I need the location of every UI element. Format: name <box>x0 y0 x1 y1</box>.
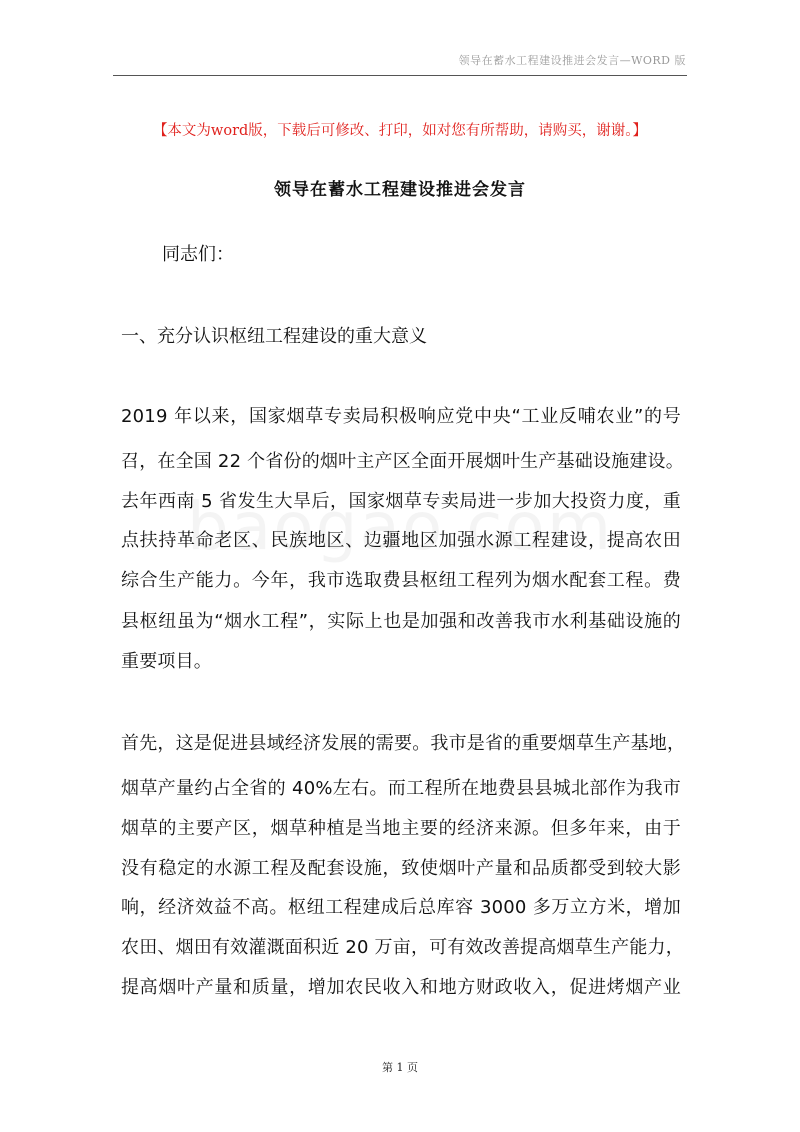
paragraph-line: 烟草产量约占全省的 40%左右。而工程所在地费县县城北部作为我市 <box>121 778 681 799</box>
salutation: 同志们： <box>162 244 234 265</box>
paragraph-line: 农田、烟田有效灌溉面积近 20 万亩，可有效改善提高烟草生产能力， <box>121 937 684 958</box>
paragraph-line: 召，在全国 22 个省份的烟叶主产区全面开展烟叶生产基础设施建设。 <box>121 451 684 472</box>
download-notice: 【本文为word版，下载后可修改、打印，如对您有所帮助，请购买，谢谢。】 <box>152 123 648 139</box>
page-number: 第 1 页 <box>382 1061 418 1074</box>
header-divider <box>113 75 687 76</box>
paragraph-line: 点扶持革命老区、民族地区、边疆地区加强水源工程建设，提高农田 <box>121 530 681 551</box>
paragraph-line: 没有稳定的水源工程及配套设施，致使烟叶产量和品质都受到较大影 <box>121 858 681 879</box>
paragraph-line: 去年西南 5 省发生大旱后，国家烟草专卖局进一步加大投资力度，重 <box>121 491 681 512</box>
paragraph-line: 重要项目。 <box>121 651 212 672</box>
paragraph-line: 首先，这是促进县域经济发展的需要。我市是省的重要烟草生产基地， <box>121 733 686 754</box>
paragraph-line: 2019 年以来，国家烟草专卖局积极响应党中央“工业反哺农业”的号 <box>121 406 681 427</box>
section-heading: 一、充分认识枢纽工程建设的重大意义 <box>121 326 427 347</box>
page-header-text: 领导在蓄水工程建设推进会发言—WORD 版 <box>458 54 686 67</box>
paragraph-line: 提高烟叶产量和质量，增加农民收入和地方财政收入，促进烤烟产业 <box>121 977 681 998</box>
paragraph-line: 县枢纽虽为“烟水工程”，实际上也是加强和改善我市水利基础设施的 <box>121 611 681 632</box>
paragraph-line: 烟草的主要产区，烟草种植是当地主要的经济来源。但多年来，由于 <box>121 818 681 839</box>
paragraph-line: 响，经济效益不高。枢纽工程建成后总库容 3000 多万立方米，增加 <box>121 897 681 918</box>
paragraph-line: 综合生产能力。今年，我市选取费县枢纽工程列为烟水配套工程。费 <box>121 570 681 591</box>
document-title: 领导在蓄水工程建设推进会发言 <box>274 180 526 200</box>
